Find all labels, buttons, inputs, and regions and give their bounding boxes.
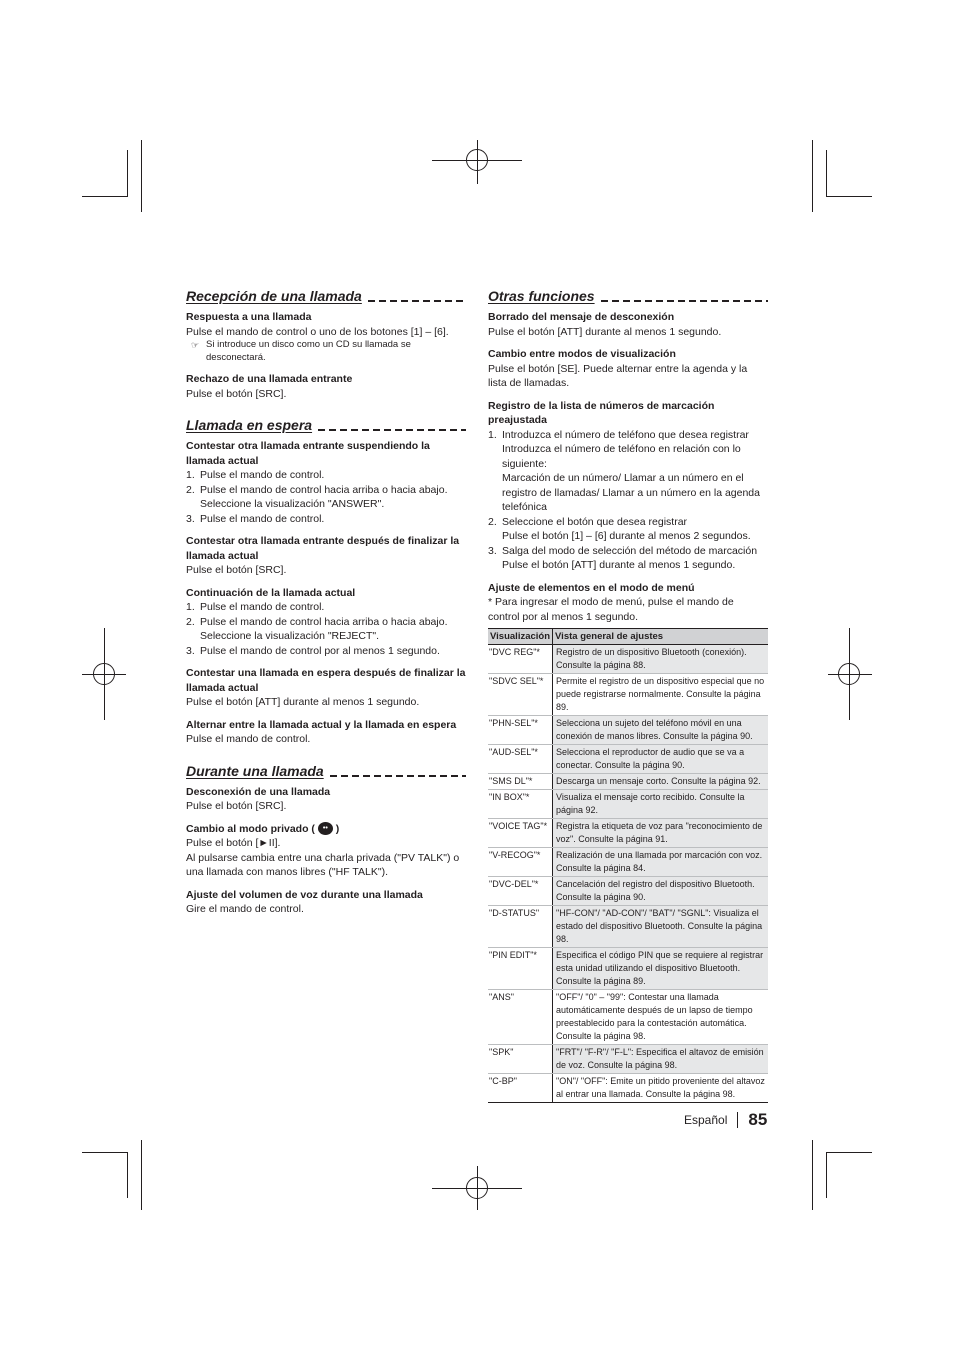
subheading: Ajuste de elementos en el modo de menú — [488, 581, 695, 594]
step-text: Pulse el mando de control por al menos 1 segundo. — [200, 644, 440, 657]
step-item — [488, 428, 768, 443]
table-cell-display: "VOICE TAG"* — [488, 819, 553, 848]
section-title-text: Recepción de una llamada — [186, 288, 362, 304]
step-number: 2. — [186, 615, 195, 628]
table-row — [488, 745, 768, 774]
step-text: Pulse el botón [1] – [6] durante al menos 2 segundos. — [502, 530, 751, 542]
spacer — [186, 578, 466, 586]
step-item — [186, 512, 466, 527]
step-item — [488, 558, 768, 573]
step-list — [488, 428, 768, 573]
step-number: 1. — [186, 469, 195, 481]
table-cell-description: Registra la etiqueta de voz para "reconocimiento de voz". Consulte la página 91. — [553, 819, 768, 848]
section-spacer — [186, 401, 466, 417]
footer-divider — [737, 1112, 738, 1128]
paragraph: Pulse el botón [►II]. — [186, 837, 281, 849]
page-footer — [684, 1110, 767, 1130]
table-cell-display: "SPK" — [488, 1045, 553, 1074]
table-cell-description: "FRT"/ "F-R"/ "F-L": Especifica el altavoz de emisión de voz. Consulte la página 98. — [553, 1045, 768, 1074]
spacer — [186, 814, 466, 822]
table-row — [488, 948, 768, 990]
step-number: 1. — [186, 601, 195, 613]
page-number: 85 — [748, 1110, 768, 1129]
subheading: Alternar entre la llamada actual y la llamada en espera — [186, 718, 457, 731]
subheading-text: Cambio al modo privado ( — [186, 822, 315, 835]
private-mode-icon: •• — [318, 822, 333, 835]
section-title-rule — [330, 775, 466, 777]
step-text: Pulse el mando de control. — [200, 512, 325, 525]
table-cell-description: "OFF"/ "0" – "99": Contestar una llamada automáticamente después de un lapso de tiempo preestablecido para la contestación automática. Consulte la página 98. — [553, 990, 768, 1045]
table-cell-description: "HF-CON"/ "AD-CON"/ "BAT"/ "SGNL": Visualiza el estado del dispositivo Bluetooth. Consulte la página 98. — [553, 906, 768, 948]
subheading: Contestar otra llamada entrante suspendiendo la llamada actual — [186, 440, 430, 467]
table-cell-description: Especifica el código PIN que se requiere al registrar esta unidad utilizando el dispositivo Bluetooth. Consulte la página 89. — [553, 948, 768, 990]
spacer — [186, 526, 466, 534]
subheading: Contestar otra llamada entrante después de finalizar la llamada actual — [186, 535, 460, 562]
paragraph: Pulse el mando de control. — [186, 733, 311, 745]
table-row — [488, 848, 768, 877]
section-title — [186, 417, 466, 433]
subheading: Contestar una llamada en espera después de finalizar la llamada actual — [186, 667, 466, 694]
paragraph: * Para ingresar el modo de menú, pulse el mando de control por al menos 1 segundo. — [488, 596, 734, 623]
left-column — [186, 288, 466, 917]
subheading — [186, 822, 466, 837]
step-item — [488, 515, 768, 530]
step-text: Marcación de un número/ Llamar a un número en el registro de llamadas/ Llamar a un número en la agenda telefónica — [502, 472, 760, 513]
step-number: 1. — [488, 428, 497, 441]
step-number: 3. — [186, 644, 195, 657]
step-item — [488, 529, 768, 544]
table-row — [488, 774, 768, 790]
pointing-hand-icon: ☞ — [191, 340, 200, 350]
step-item — [186, 468, 466, 483]
table-cell-display: "IN BOX"* — [488, 790, 553, 819]
step-text: Introduzca el número de teléfono en relación con lo siguiente: — [502, 443, 741, 470]
spacer — [186, 364, 466, 372]
subheading: Registro de la lista de números de marcación preajustada — [488, 399, 715, 426]
paragraph: Pulse el botón [SE]. Puede alternar entre la agenda y la lista de llamadas. — [488, 362, 748, 389]
step-text: Pulse el mando de control. — [200, 469, 325, 481]
note-text: Si introduce un disco como un CD su llamada se desconectará. — [206, 339, 411, 363]
table-header-row — [488, 629, 768, 645]
section-title-rule — [368, 300, 466, 302]
paragraph: Al pulsarse cambia entre una charla privada ("PV TALK") o una llamada con manos libres ("HF TALK"). — [186, 851, 460, 878]
note — [186, 339, 466, 364]
paragraph: Pulse el botón [ATT] durante al menos 1 segundo. — [488, 325, 722, 338]
paragraph: Gire el mando de control. — [186, 903, 304, 915]
section-title-text: Otras funciones — [488, 288, 595, 304]
subheading: Cambio entre modos de visualización — [488, 348, 676, 360]
section-title — [186, 763, 466, 779]
step-text: Pulse el mando de control. — [200, 601, 325, 613]
step-text: Salga del modo de selección del método de marcación — [502, 544, 758, 557]
subheading: Respuesta a una llamada — [186, 311, 312, 323]
subheading-text-end: ) — [335, 822, 340, 835]
step-item — [186, 600, 466, 615]
step-number: 3. — [186, 512, 195, 525]
table-cell-description: "ON"/ "OFF": Emite un pitido proveniente del altavoz al entrar una llamada. Consulte la página 98. — [553, 1074, 768, 1103]
table-cell-display: "DVC REG"* — [488, 645, 553, 674]
section-title-rule — [601, 300, 768, 302]
table-cell-description: Selecciona el reproductor de audio que se va a conectar. Consulte la página 90. — [553, 745, 768, 774]
step-number: 3. — [488, 544, 497, 557]
spacer — [186, 710, 466, 718]
table-cell-display: "PHN-SEL"* — [488, 716, 553, 745]
step-item — [488, 544, 768, 559]
table-cell-display: "SMS DL"* — [488, 774, 553, 790]
subheading: Borrado del mensaje de desconexión — [488, 311, 675, 323]
step-text: Pulse el mando de control hacia arriba o hacia abajo. Seleccione la visualización "REJECT". — [200, 615, 448, 642]
subheading: Ajuste del volumen de voz durante una llamada — [186, 888, 423, 901]
table-cell-display: "D-STATUS" — [488, 906, 553, 948]
step-item — [488, 442, 768, 471]
paragraph: Pulse el botón [SRC]. — [186, 387, 287, 400]
table-cell-description: Registro de un dispositivo Bluetooth (conexión). Consulte la página 88. — [553, 645, 768, 674]
section-title-rule — [318, 429, 466, 431]
column-header: Visualización — [488, 629, 553, 645]
table-row — [488, 790, 768, 819]
step-list — [186, 468, 466, 526]
step-text: Introduzca el número de teléfono que desea registrar — [502, 428, 749, 441]
spacer — [488, 339, 768, 347]
step-list — [186, 600, 466, 658]
table-row — [488, 906, 768, 948]
menu-settings-table — [488, 628, 768, 1103]
subheading: Continuación de la llamada actual — [186, 586, 356, 599]
table-cell-description: Cancelación del registro del dispositivo Bluetooth. Consulte la página 90. — [553, 877, 768, 906]
table-cell-display: "C-BP" — [488, 1074, 553, 1103]
section-title — [488, 288, 768, 304]
section-title-text: Llamada en espera — [186, 417, 313, 433]
table-row — [488, 1045, 768, 1074]
table-cell-display: "DVC-DEL"* — [488, 877, 553, 906]
step-item — [186, 483, 466, 512]
table-row — [488, 716, 768, 745]
right-column — [488, 288, 768, 1103]
subheading: Desconexión de una llamada — [186, 785, 331, 798]
subheading: Rechazo de una llamada entrante — [186, 373, 353, 385]
spacer — [186, 880, 466, 888]
table-row — [488, 645, 768, 674]
table-cell-display: "SDVC SEL"* — [488, 674, 553, 716]
step-text: Pulse el mando de control hacia arriba o hacia abajo. Seleccione la visualización "ANSWER". — [200, 483, 448, 510]
table-row — [488, 819, 768, 848]
step-item — [186, 644, 466, 659]
table-cell-description: Visualiza el mensaje corto recibido. Consulte la página 92. — [553, 790, 768, 819]
step-item — [488, 471, 768, 515]
step-text: Seleccione el botón que desea registrar — [502, 515, 688, 528]
step-text: Pulse el botón [ATT] durante al menos 1 segundo. — [502, 559, 736, 571]
spacer — [488, 391, 768, 399]
table-cell-display: "PIN EDIT"* — [488, 948, 553, 990]
paragraph: Pulse el botón [ATT] durante al menos 1 segundo. — [186, 696, 420, 708]
section-spacer — [186, 747, 466, 763]
table-cell-display: "V-RECOG"* — [488, 848, 553, 877]
step-number: 2. — [186, 483, 195, 496]
spacer — [488, 573, 768, 581]
paragraph: Pulse el botón [SRC]. — [186, 800, 287, 812]
footer-language: Español — [684, 1113, 728, 1127]
table-cell-display: "ANS" — [488, 990, 553, 1045]
table-cell-description: Permite el registro de un dispositivo especial que no puede registrarse normalmente. Consulte la página 89. — [553, 674, 768, 716]
section-title — [186, 288, 466, 304]
table-row — [488, 1074, 768, 1103]
table-row — [488, 990, 768, 1045]
table-row — [488, 877, 768, 906]
table-cell-description: Descarga un mensaje corto. Consulte la página 92. — [553, 774, 768, 790]
table-cell-description: Realización de una llamada por marcación con voz. Consulte la página 84. — [553, 848, 768, 877]
paragraph: Pulse el botón [SRC]. — [186, 564, 287, 576]
table-cell-description: Selecciona un sujeto del teléfono móvil en una conexión de manos libres. Consulte la página 90. — [553, 716, 768, 745]
step-item — [186, 615, 466, 644]
step-number: 2. — [488, 515, 497, 528]
paragraph: Pulse el mando de control o uno de los botones [1] – [6]. — [186, 325, 449, 338]
table-row — [488, 674, 768, 716]
column-header: Vista general de ajustes — [553, 629, 768, 645]
spacer — [186, 658, 466, 666]
table-cell-display: "AUD-SEL"* — [488, 745, 553, 774]
section-title-text: Durante una llamada — [186, 762, 324, 779]
